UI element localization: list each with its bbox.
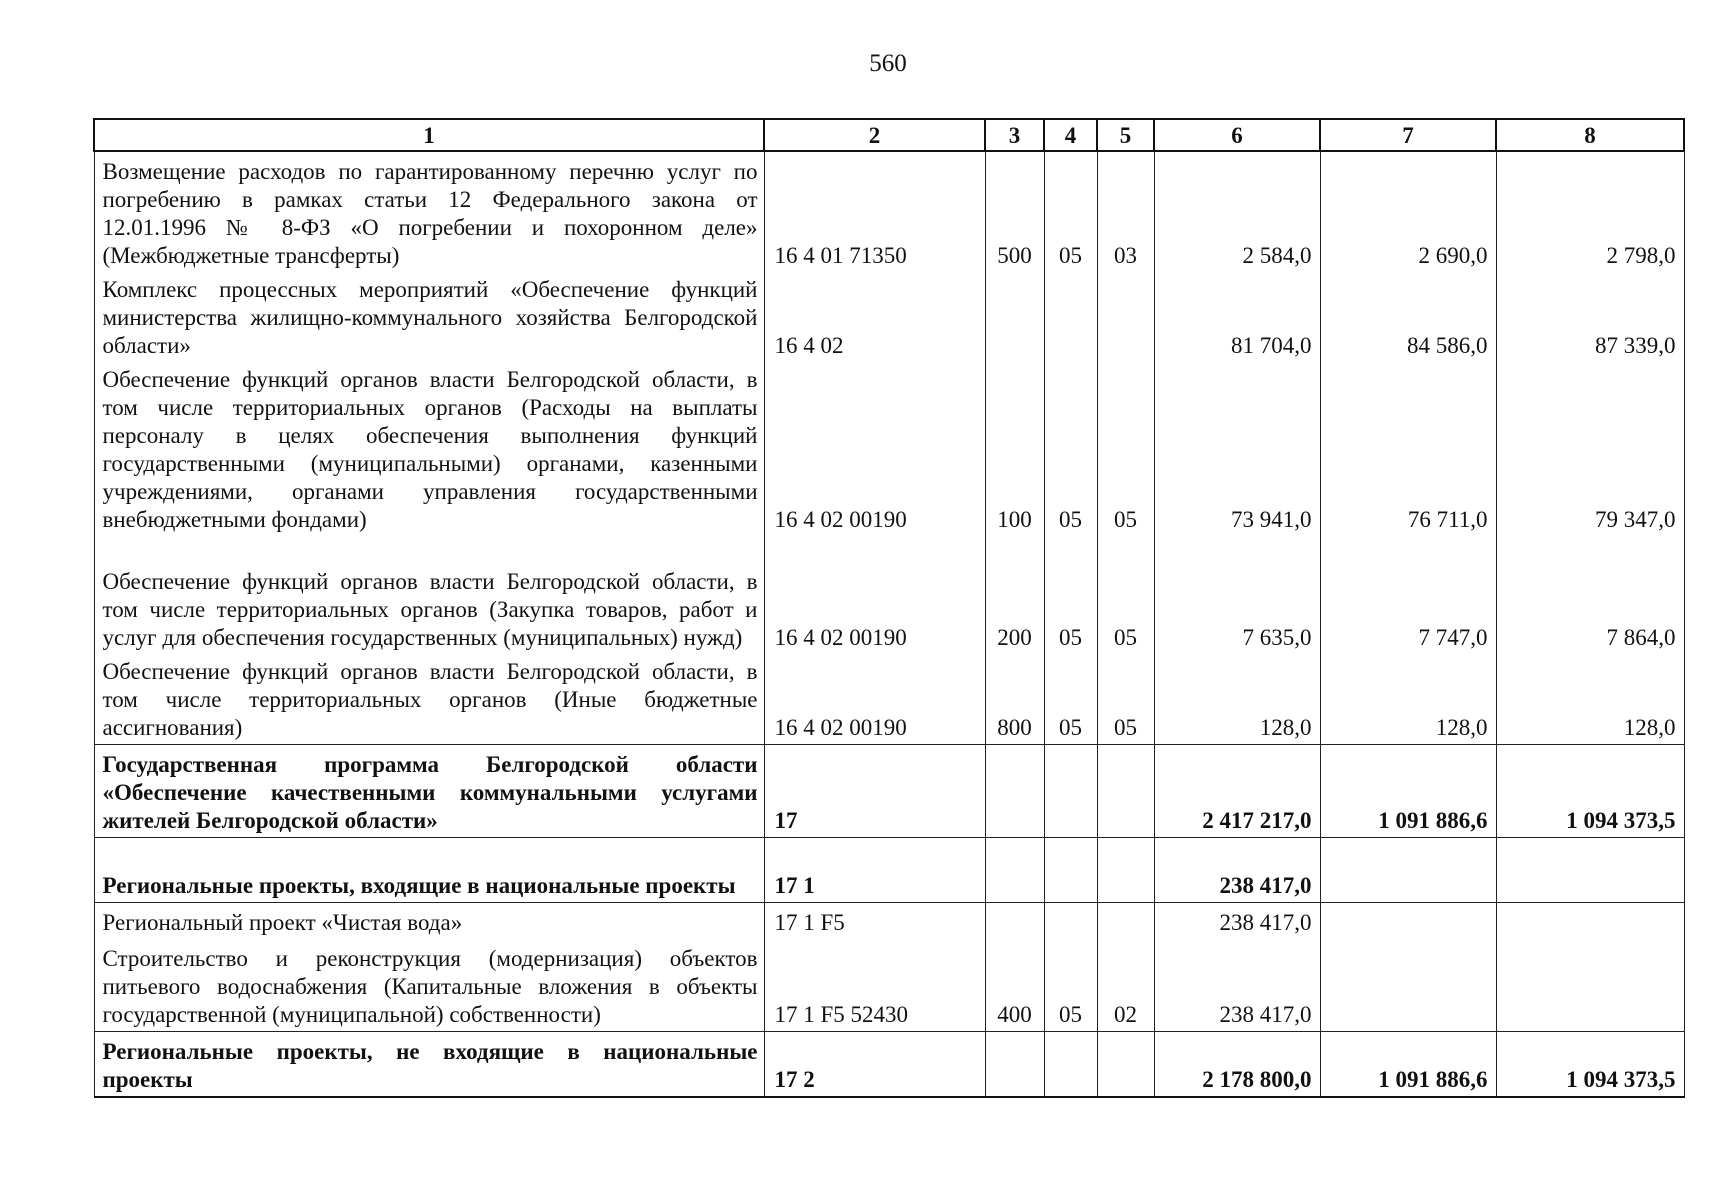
row-subsection: 02 <box>1097 939 1154 1032</box>
row-value-col6: 7 635,0 <box>1154 536 1320 654</box>
row-value-col7: 7 747,0 <box>1320 536 1496 654</box>
row-expense-type: 800 <box>985 654 1044 745</box>
table-row <box>94 536 1684 654</box>
row-value-col6: 73 941,0 <box>1154 362 1320 536</box>
row-value-col7 <box>1320 939 1496 1032</box>
row-expense-type: 100 <box>985 362 1044 536</box>
row-code: 17 2 <box>764 1032 985 1098</box>
row-value-col6: 238 417,0 <box>1154 939 1320 1032</box>
row-value-col8 <box>1496 939 1684 1032</box>
row-code: 17 <box>764 745 985 838</box>
row-subsection <box>1097 903 1154 940</box>
row-value-col6: 81 704,0 <box>1154 272 1320 362</box>
row-name: Обеспечение функций органов власти Белгородской области, в том числе территориальных органов (Расходы на выплаты персоналу в целях обеспечения выполнения функций государственными (муниципальными) органами, казенными учреждениями, органами управления государственными внебюджетными фондами) <box>94 362 764 536</box>
row-expense-type: 200 <box>985 536 1044 654</box>
header-row <box>94 119 1684 151</box>
row-value-col7 <box>1320 903 1496 940</box>
row-section <box>1044 903 1097 940</box>
row-value-col8: 2 798,0 <box>1496 151 1684 272</box>
row-expense-type <box>985 272 1044 362</box>
row-value-col8: 79 347,0 <box>1496 362 1684 536</box>
column-header-3: 3 <box>985 119 1044 151</box>
row-code: 16 4 02 00190 <box>764 654 985 745</box>
row-subsection: 05 <box>1097 536 1154 654</box>
row-code: 16 4 02 <box>764 272 985 362</box>
row-expense-type <box>985 745 1044 838</box>
row-value-col6: 2 584,0 <box>1154 151 1320 272</box>
row-value-col6: 2 178 800,0 <box>1154 1032 1320 1098</box>
table-row <box>94 362 1684 536</box>
row-code: 16 4 02 00190 <box>764 362 985 536</box>
row-name: Государственная программа Белгородской области «Обеспечение качественными коммунальными услугами жителей Белгородской области» <box>94 745 764 838</box>
row-subsection <box>1097 745 1154 838</box>
page-number: 560 <box>869 50 907 77</box>
row-name: Строительство и реконструкция (модернизация) объектов питьевого водоснабжения (Капитальные вложения в объекты государственной (муниципальной) собственности) <box>94 939 764 1032</box>
row-section <box>1044 272 1097 362</box>
row-name: Возмещение расходов по гарантированному перечню услуг по погребению в рамках статьи 12 Федерального закона от 12.01.1996 № 8-ФЗ «О погребении и похоронном деле» (Межбюджетные трансферты) <box>94 151 764 272</box>
column-header-4: 4 <box>1044 119 1097 151</box>
table-row <box>94 654 1684 745</box>
table-row <box>94 745 1684 838</box>
row-section: 05 <box>1044 939 1097 1032</box>
row-value-col8: 1 094 373,5 <box>1496 1032 1684 1098</box>
row-value-col8 <box>1496 903 1684 940</box>
table-row <box>94 939 1684 1032</box>
row-expense-type: 500 <box>985 151 1044 272</box>
table-row <box>94 272 1684 362</box>
row-expense-type: 400 <box>985 939 1044 1032</box>
row-value-col7: 84 586,0 <box>1320 272 1496 362</box>
row-value-col7: 1 091 886,6 <box>1320 745 1496 838</box>
row-name: Обеспечение функций органов власти Белгородской области, в том числе территориальных органов (Иные бюджетные ассигнования) <box>94 654 764 745</box>
row-expense-type <box>985 1032 1044 1098</box>
row-name: Региональные проекты, не входящие в национальные проекты <box>94 1032 764 1098</box>
row-value-col7: 128,0 <box>1320 654 1496 745</box>
column-header-6: 6 <box>1154 119 1320 151</box>
budget-table <box>93 118 1685 1098</box>
row-name: Региональные проекты, входящие в национальные проекты <box>94 838 764 903</box>
row-section: 05 <box>1044 654 1097 745</box>
row-name: Комплекс процессных мероприятий «Обеспечение функций министерства жилищно-коммунального хозяйства Белгородской области» <box>94 272 764 362</box>
row-subsection: 05 <box>1097 654 1154 745</box>
row-code: 17 1 F5 52430 <box>764 939 985 1032</box>
row-value-col8: 128,0 <box>1496 654 1684 745</box>
column-header-7: 7 <box>1320 119 1496 151</box>
row-subsection <box>1097 1032 1154 1098</box>
row-code: 16 4 02 00190 <box>764 536 985 654</box>
row-value-col7: 76 711,0 <box>1320 362 1496 536</box>
column-header-1: 1 <box>94 119 764 151</box>
table-row <box>94 903 1684 940</box>
row-section: 05 <box>1044 151 1097 272</box>
row-value-col6: 128,0 <box>1154 654 1320 745</box>
row-value-col6: 2 417 217,0 <box>1154 745 1320 838</box>
row-subsection <box>1097 272 1154 362</box>
table-row <box>94 838 1684 903</box>
row-expense-type <box>985 838 1044 903</box>
row-value-col6: 238 417,0 <box>1154 838 1320 903</box>
table-row <box>94 151 1684 272</box>
row-name: Обеспечение функций органов власти Белгородской области, в том числе территориальных органов (Закупка товаров, работ и услуг для обеспечения государственных (муниципальных) нужд) <box>94 536 764 654</box>
row-value-col7: 2 690,0 <box>1320 151 1496 272</box>
row-section <box>1044 838 1097 903</box>
row-value-col6: 238 417,0 <box>1154 903 1320 940</box>
row-value-col8: 7 864,0 <box>1496 536 1684 654</box>
row-name: Региональный проект «Чистая вода» <box>94 903 764 940</box>
column-header-5: 5 <box>1097 119 1154 151</box>
row-section: 05 <box>1044 536 1097 654</box>
row-section <box>1044 745 1097 838</box>
row-subsection <box>1097 838 1154 903</box>
row-subsection: 05 <box>1097 362 1154 536</box>
row-value-col8: 1 094 373,5 <box>1496 745 1684 838</box>
row-section: 05 <box>1044 362 1097 536</box>
row-value-col7: 1 091 886,6 <box>1320 1032 1496 1098</box>
row-value-col8 <box>1496 838 1684 903</box>
row-subsection: 03 <box>1097 151 1154 272</box>
row-code: 17 1 <box>764 838 985 903</box>
row-code: 16 4 01 71350 <box>764 151 985 272</box>
row-value-col8: 87 339,0 <box>1496 272 1684 362</box>
column-header-2: 2 <box>764 119 985 151</box>
row-value-col7 <box>1320 838 1496 903</box>
table-row <box>94 1032 1684 1098</box>
row-expense-type <box>985 903 1044 940</box>
row-section <box>1044 1032 1097 1098</box>
row-code: 17 1 F5 <box>764 903 985 940</box>
column-header-8: 8 <box>1496 119 1684 151</box>
